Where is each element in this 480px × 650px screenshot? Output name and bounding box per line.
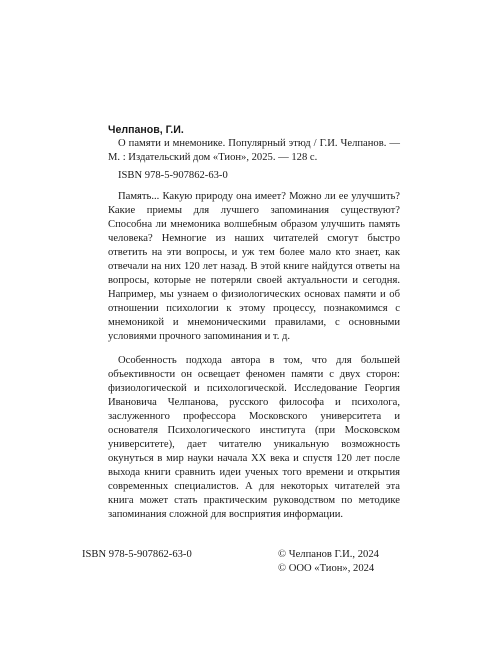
isbn-record: ISBN 978-5-907862-63-0 bbox=[118, 170, 228, 181]
bibliographic-entry: О памяти и мнемонике. Популярный этюд / Г.И. Челпанов. — М. : Издательский дом «Тион», 2025. — 128 с. bbox=[108, 138, 400, 163]
annotation-paragraph-2: Особенность подхода автора в том, что для большей объективности он освещает феномен памяти с двух сторон: физиологической и психологической. Исследование Георгия Ивановича Челпанова, русского философа и психолога, заслуженного профессора Московского университета и основателя Психологического института (при Московском университете), дает читателю уникальную возможность окунуться в мир науки начала XX века и спустя 120 лет после выхода книги сравнить идеи ученых того времени и открытия современных специалистов. А для некоторых читателей эта книга может стать практическим руководством по методике запоминания сложной для восприятия информации. bbox=[108, 355, 400, 520]
bibliographic-record bbox=[108, 123, 400, 165]
copyright-publisher: © ООО «Тион», 2024 bbox=[278, 563, 375, 574]
annotation-paragraph-1: Память... Какую природу она имеет? Можно ли ее улучшить? Какие приемы для лучшего запоминания существуют? Способна ли мнемоника волшебным образом улучшить память человека? Немногие из наших читателей смогут быстро ответить на эти вопросы, и уж тем более мало кто знает, как отвечали на них 120 лет назад. В этой книге найдутся ответы на вопросы, которые не потеряли своей актуальности и сегодня. Например, мы узнаем о физиологических основах памяти и об отношении психологии к этому процессу, познакомимся с мнемоникой и мнемоническими правилами, с основными условиями прочного запоминания и т. д. bbox=[108, 191, 400, 342]
copyright-block bbox=[278, 548, 379, 576]
isbn-footer: ISBN 978-5-907862-63-0 bbox=[82, 549, 192, 560]
author-heading: Челпанов, Г.И. bbox=[108, 124, 184, 136]
copyright-author: © Челпанов Г.И., 2024 bbox=[278, 549, 379, 560]
annotation bbox=[108, 190, 400, 532]
